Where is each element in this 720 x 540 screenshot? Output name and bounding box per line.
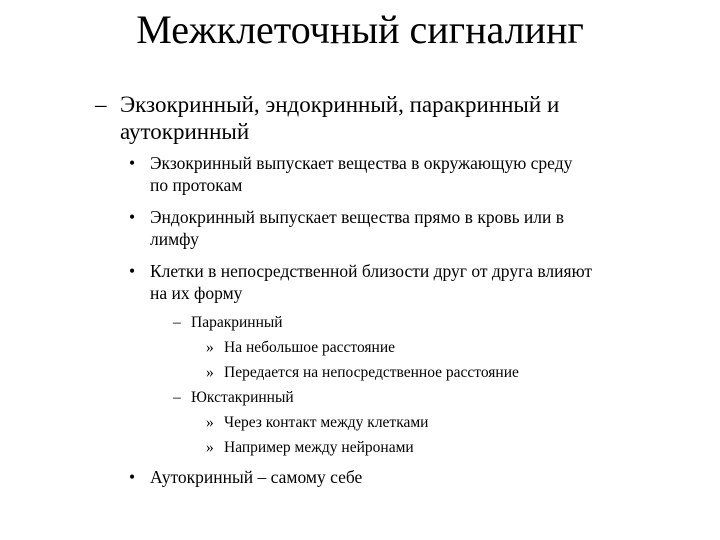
level1-text-line1: Экзокринный, эндокринный, паракринный и bbox=[120, 92, 560, 117]
bullet-marker: • bbox=[129, 261, 136, 281]
raquo-marker: » bbox=[206, 339, 214, 356]
sub-item-juxtacrine: Юкстакринный bbox=[191, 389, 294, 406]
bullet-marker: • bbox=[129, 207, 136, 227]
raquo-marker: » bbox=[206, 364, 214, 381]
detail-paracrine-2: Передается на непосредственное расстояние bbox=[224, 364, 519, 381]
detail-juxtacrine-2: Например между нейронами bbox=[224, 439, 414, 456]
sub-item-paracrine: Паракринный bbox=[191, 314, 283, 331]
bullet-3-line2: на их форму bbox=[150, 283, 243, 303]
bullet-3-line1: Клетки в непосредственной близости друг от друга влияют bbox=[150, 261, 593, 281]
detail-juxtacrine-1: Через контакт между клетками bbox=[224, 414, 429, 431]
dash-marker: – bbox=[173, 314, 181, 331]
bullet-1-line1: Экзокринный выпускает вещества в окружающую среду bbox=[150, 153, 573, 173]
bullet-2-line1: Эндокринный выпускает вещества прямо в кровь или в bbox=[150, 207, 565, 227]
bullet-marker: • bbox=[129, 153, 136, 173]
bullet-autocrine: Аутокринный – самому себе bbox=[150, 467, 363, 487]
dash-marker: – bbox=[173, 389, 181, 406]
detail-paracrine-1: На небольшое расстояние bbox=[224, 339, 395, 356]
bullet-2-line2: лимфу bbox=[150, 229, 199, 249]
raquo-marker: » bbox=[206, 439, 214, 456]
dash-marker: – bbox=[95, 92, 107, 117]
bullet-marker: • bbox=[129, 467, 136, 487]
slide-title: Межклеточный сигналинг bbox=[136, 7, 584, 52]
level1-text-line2: аутокринный bbox=[120, 119, 250, 144]
bullet-1-line2: по протокам bbox=[150, 175, 243, 195]
raquo-marker: » bbox=[206, 414, 214, 431]
